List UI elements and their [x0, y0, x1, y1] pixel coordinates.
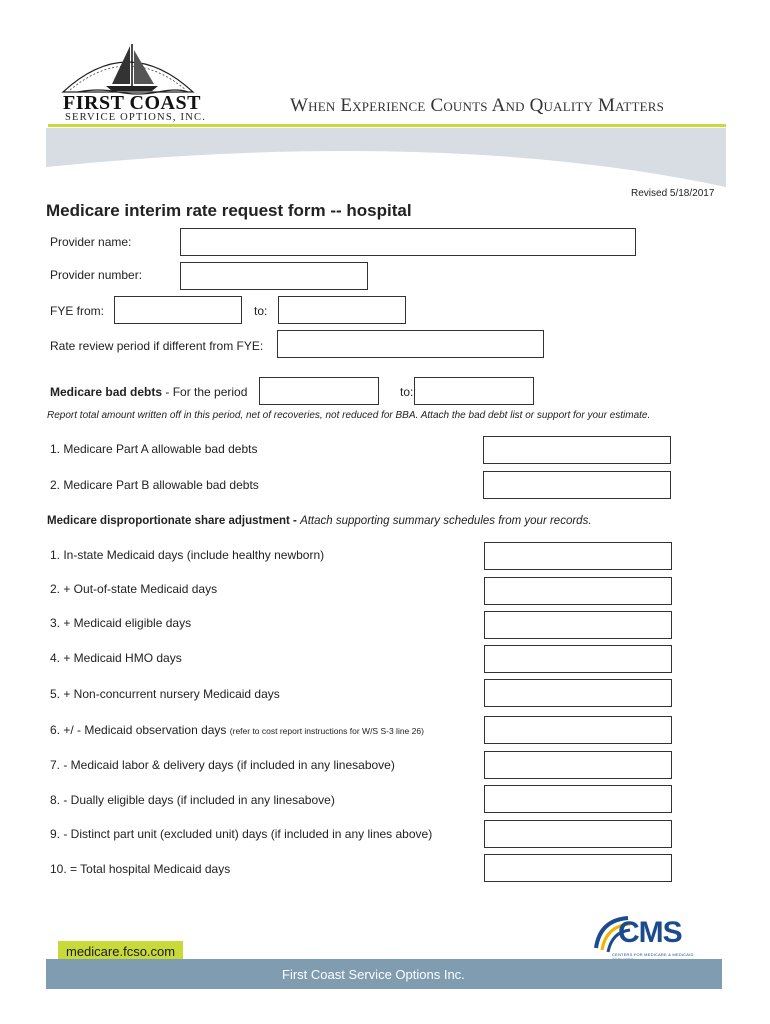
dsh-item-6-text: 6. +/ - Medicaid observation days: [50, 723, 227, 737]
website-link[interactable]: medicare.fcso.com: [58, 941, 183, 962]
revised-date: Revised 5/18/2017: [631, 188, 715, 199]
bad-debts-to-label: to:: [400, 385, 414, 399]
dsh-item-10-field[interactable]: [484, 854, 672, 882]
dsh-item-2-field[interactable]: [484, 577, 672, 605]
fye-from-field[interactable]: [114, 296, 242, 324]
dsh-item-6-label: [50, 723, 424, 737]
logo-title: FIRST COAST: [63, 92, 201, 114]
dsh-item-7-field[interactable]: [484, 751, 672, 779]
cms-logo: [592, 912, 712, 958]
rate-review-label: Rate review period if different from FYE:: [50, 339, 264, 353]
header-rule: [48, 124, 726, 127]
bad-debts-period-from-field[interactable]: [259, 377, 379, 405]
dsh-item-3-label: 3. + Medicaid eligible days: [50, 616, 192, 630]
dsh-item-6-field[interactable]: [484, 716, 672, 744]
bad-debts-period-to-field[interactable]: [414, 377, 534, 405]
dsh-item-5-field[interactable]: [484, 679, 672, 707]
bad-debt-item-2-label: 2. Medicare Part B allowable bad debts: [50, 478, 259, 492]
provider-name-label: Provider name:: [50, 235, 132, 249]
dsh-item-9-field[interactable]: [484, 820, 672, 848]
dsh-item-6-note: (refer to cost report instructions for W/S S-3 line 26): [229, 726, 424, 736]
provider-number-field[interactable]: [180, 262, 368, 290]
cms-logo-subtitle: CENTERS FOR MEDICARE & MEDICAID: [612, 952, 694, 957]
dsh-heading-bold: Medicare disproportionate share adjustment -: [47, 515, 301, 527]
bad-debts-heading: [50, 385, 247, 399]
tagline: When Experience Counts And Quality Matters: [290, 95, 665, 116]
header-swoosh: [46, 128, 726, 188]
rate-review-field[interactable]: [277, 330, 544, 358]
bad-debts-note: Report total amount written off in this period, net of recoveries, not reduced for BBA. Attach the bad debt list or support for your estimate.: [47, 410, 651, 421]
bad-debts-heading-bold: Medicare bad debts: [50, 385, 163, 399]
sailboat-logo-icon: [58, 40, 198, 96]
dsh-item-1-field[interactable]: [484, 542, 672, 570]
provider-name-field[interactable]: [180, 228, 636, 256]
bad-debts-heading-rest: - For the period: [162, 385, 248, 399]
fye-from-label: FYE from:: [50, 304, 105, 318]
bad-debt-item-2-field[interactable]: [483, 471, 671, 499]
bad-debt-item-1-label: 1. Medicare Part A allowable bad debts: [50, 442, 258, 456]
dsh-item-3-field[interactable]: [484, 611, 672, 639]
dsh-item-4-label: 4. + Medicaid HMO days: [50, 651, 182, 665]
page-title: Medicare interim rate request form -- hospital: [46, 201, 412, 220]
footer-bar: [46, 959, 722, 989]
dsh-heading: [47, 515, 592, 527]
fye-to-field[interactable]: [278, 296, 406, 324]
dsh-item-2-label: 2. + Out-of-state Medicaid days: [50, 582, 218, 596]
dsh-item-4-field[interactable]: [484, 645, 672, 673]
logo-subtitle: SERVICE OPTIONS, INC.: [65, 112, 207, 123]
fye-to-label: to:: [254, 304, 268, 318]
bad-debt-item-1-field[interactable]: [483, 436, 671, 464]
dsh-item-9-label: 9. - Distinct part unit (excluded unit) days (if included in any lines above): [50, 827, 433, 841]
dsh-item-8-label: 8. - Dually eligible days (if included in any linesabove): [50, 793, 335, 807]
dsh-heading-note: Attach supporting summary schedules from your records.: [300, 515, 592, 527]
dsh-item-5-label: 5. + Non-concurrent nursery Medicaid days: [50, 687, 280, 701]
dsh-item-1-label: 1. In-state Medicaid days (include healthy newborn): [50, 548, 325, 562]
dsh-item-7-label: 7. - Medicaid labor & delivery days (if included in any linesabove): [50, 758, 395, 772]
dsh-item-8-field[interactable]: [484, 785, 672, 813]
dsh-item-10-label: 10. = Total hospital Medicaid days: [50, 862, 231, 876]
footer-company-name: First Coast Service Options Inc.: [282, 967, 465, 982]
cms-logo-text: CMS: [618, 916, 682, 949]
logo: [48, 40, 208, 123]
provider-number-label: Provider number:: [50, 268, 143, 282]
